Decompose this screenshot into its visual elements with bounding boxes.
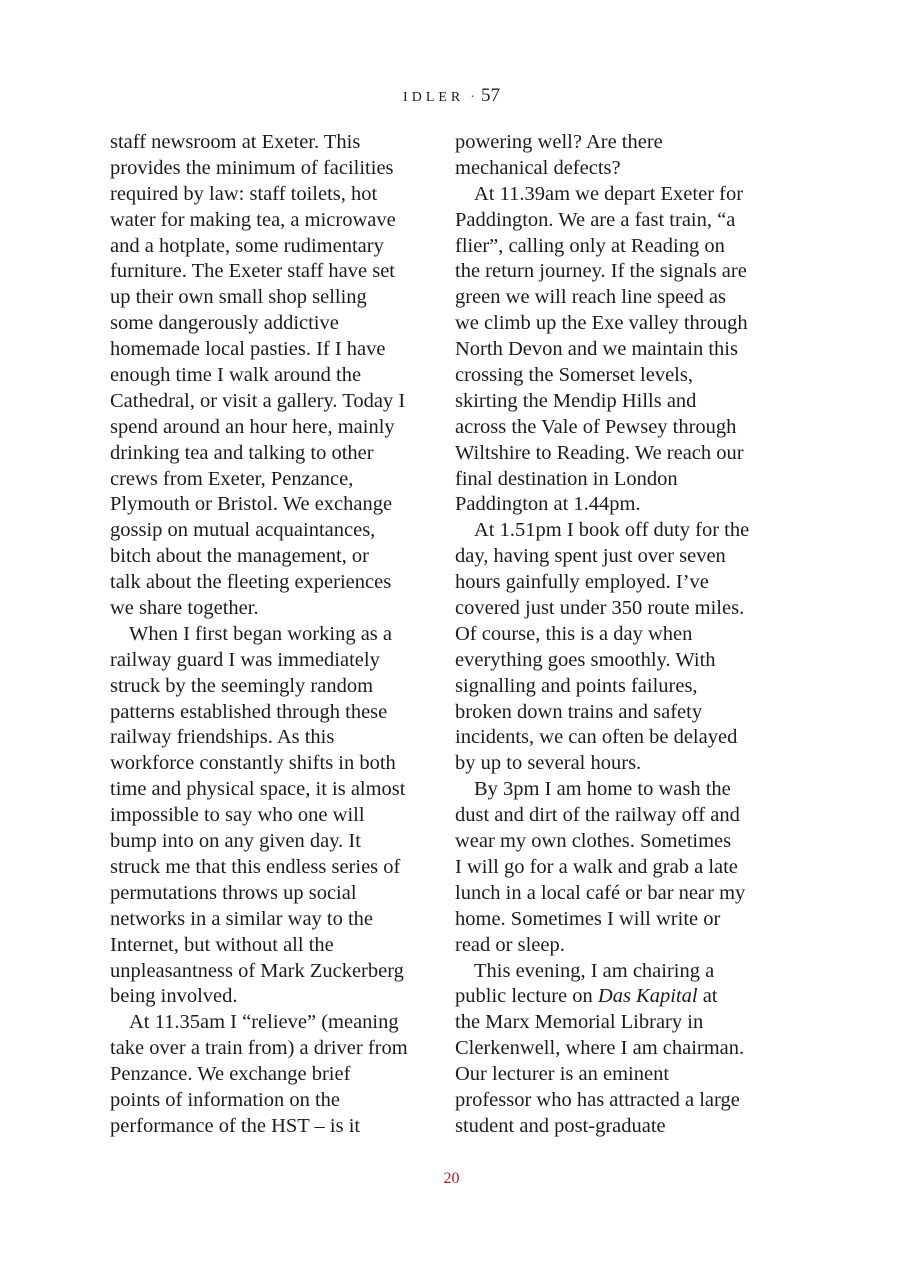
text-line: Cathedral, or visit a gallery. Today I xyxy=(110,389,406,412)
text-line: student and post-graduate xyxy=(455,1114,666,1137)
text-line: skirting the Mendip Hills and xyxy=(455,389,697,412)
text-line: the Marx Memorial Library in xyxy=(455,1011,704,1034)
left-column xyxy=(110,130,435,1140)
text-line: talk about the fleeting experiences xyxy=(110,571,392,594)
text-line: Our lecturer is an eminent xyxy=(455,1063,670,1086)
text-line: take over a train from) a driver from xyxy=(110,1037,408,1060)
text-line: incidents, we can often be delayed xyxy=(455,726,738,749)
text-line: bump into on any given day. It xyxy=(110,830,361,853)
text-line: networks in a similar way to the xyxy=(110,907,374,930)
text-line: drinking tea and talking to other xyxy=(110,441,374,464)
text-line: mechanical defects? xyxy=(455,156,621,179)
text-line: provides the minimum of facilities xyxy=(110,156,394,179)
text-line: At 11.39am we depart Exeter for xyxy=(474,182,744,205)
text-line: professor who has attracted a large xyxy=(455,1088,740,1111)
text-line: gossip on mutual acquaintances, xyxy=(110,519,376,542)
text-line: lunch in a local café or bar near my xyxy=(455,881,746,904)
text-line: struck me that this endless series of xyxy=(110,855,401,878)
text-line: hours gainfully employed. I’ve xyxy=(455,571,709,594)
text-line: flier”, calling only at Reading on xyxy=(455,234,725,257)
text-line: day, having spent just over seven xyxy=(455,545,726,568)
text-line: being involved. xyxy=(110,985,238,1008)
text-line: some dangerously addictive xyxy=(110,312,339,335)
text-line: struck by the seemingly random xyxy=(110,674,374,697)
text-line: furniture. The Exeter staff have set xyxy=(110,260,395,283)
book-title: Das Kapital xyxy=(597,985,698,1008)
text-line: North Devon and we maintain this xyxy=(455,338,738,361)
text-line: patterns established through these xyxy=(110,700,388,723)
text-line: green we will reach line speed as xyxy=(455,286,726,309)
text-line: Plymouth or Bristol. We exchange xyxy=(110,493,393,516)
text-line: read or sleep. xyxy=(455,933,565,956)
text-line: Internet, but without all the xyxy=(110,933,334,956)
text-line: across the Vale of Pewsey through xyxy=(455,415,737,438)
text-line: time and physical space, it is almost xyxy=(110,778,406,801)
text-line: crews from Exeter, Penzance, xyxy=(110,467,354,490)
text-line: Of course, this is a day when xyxy=(455,622,693,645)
text-line: up their own small shop selling xyxy=(110,286,367,309)
text-line: workforce constantly shifts in both xyxy=(110,752,396,775)
text-line: railway guard I was immediately xyxy=(110,648,380,671)
text-line: water for making tea, a microwave xyxy=(110,208,396,231)
header-separator: · xyxy=(470,90,475,105)
text-line: covered just under 350 route miles. xyxy=(455,597,745,620)
text-line: points of information on the xyxy=(110,1088,341,1111)
text-line: spend around an hour here, mainly xyxy=(110,415,395,438)
text-line: the return journey. If the signals are xyxy=(455,260,747,283)
text-line: unpleasantness of Mark Zuckerberg xyxy=(110,959,404,982)
text-line: by up to several hours. xyxy=(455,752,642,775)
text-line: At 1.51pm I book off duty for the xyxy=(474,519,750,542)
text-line: When I first began working as a xyxy=(129,622,392,645)
text-line: broken down trains and safety xyxy=(455,700,703,723)
text-line: permutations throws up social xyxy=(110,881,357,904)
text-line: everything goes smoothly. With xyxy=(455,648,716,671)
text-line: Paddington. We are a fast train, “a xyxy=(455,208,736,231)
text-line: homemade local pasties. If I have xyxy=(110,338,386,361)
text-line: This evening, I am chairing a xyxy=(474,959,715,982)
text-line: signalling and points failures, xyxy=(455,674,698,697)
text-line: At 11.35am I “relieve” (meaning xyxy=(129,1011,399,1034)
text-line: Clerkenwell, where I am chairman. xyxy=(455,1037,745,1060)
text-line: By 3pm I am home to wash the xyxy=(474,778,731,801)
text-line: enough time I walk around the xyxy=(110,364,362,387)
text-line: performance of the HST – is it xyxy=(110,1114,361,1137)
running-header xyxy=(0,84,903,110)
text-line: Paddington at 1.44pm. xyxy=(455,493,641,516)
text-line: crossing the Somerset levels, xyxy=(455,364,693,387)
right-column xyxy=(455,130,785,1140)
page-number: 20 xyxy=(443,1170,460,1187)
text-line: required by law: staff toilets, hot xyxy=(110,182,378,205)
text-line: home. Sometimes I will write or xyxy=(455,907,721,930)
text-line: we climb up the Exe valley through xyxy=(455,312,748,335)
text-line: Wiltshire to Reading. We reach our xyxy=(455,441,744,464)
text-line: impossible to say who one will xyxy=(110,804,365,827)
text-line: I will go for a walk and grab a late xyxy=(455,855,738,878)
text-line: wear my own clothes. Sometimes xyxy=(455,830,732,853)
text-line: we share together. xyxy=(110,597,259,620)
text-line: public lecture on Das Kapital at xyxy=(455,985,718,1008)
text-line: railway friendships. As this xyxy=(110,726,335,749)
text-line: bitch about the management, or xyxy=(110,545,370,568)
text-line: Penzance. We exchange brief xyxy=(110,1063,351,1086)
magazine-name: IDLER xyxy=(403,90,465,105)
issue-number: 57 xyxy=(480,85,500,106)
text-line: dust and dirt of the railway off and xyxy=(455,804,740,827)
text-line: and a hotplate, some rudimentary xyxy=(110,234,384,257)
text-line: staff newsroom at Exeter. This xyxy=(110,131,361,153)
text-line: powering well? Are there xyxy=(455,131,663,153)
text-line: final destination in London xyxy=(455,467,678,490)
